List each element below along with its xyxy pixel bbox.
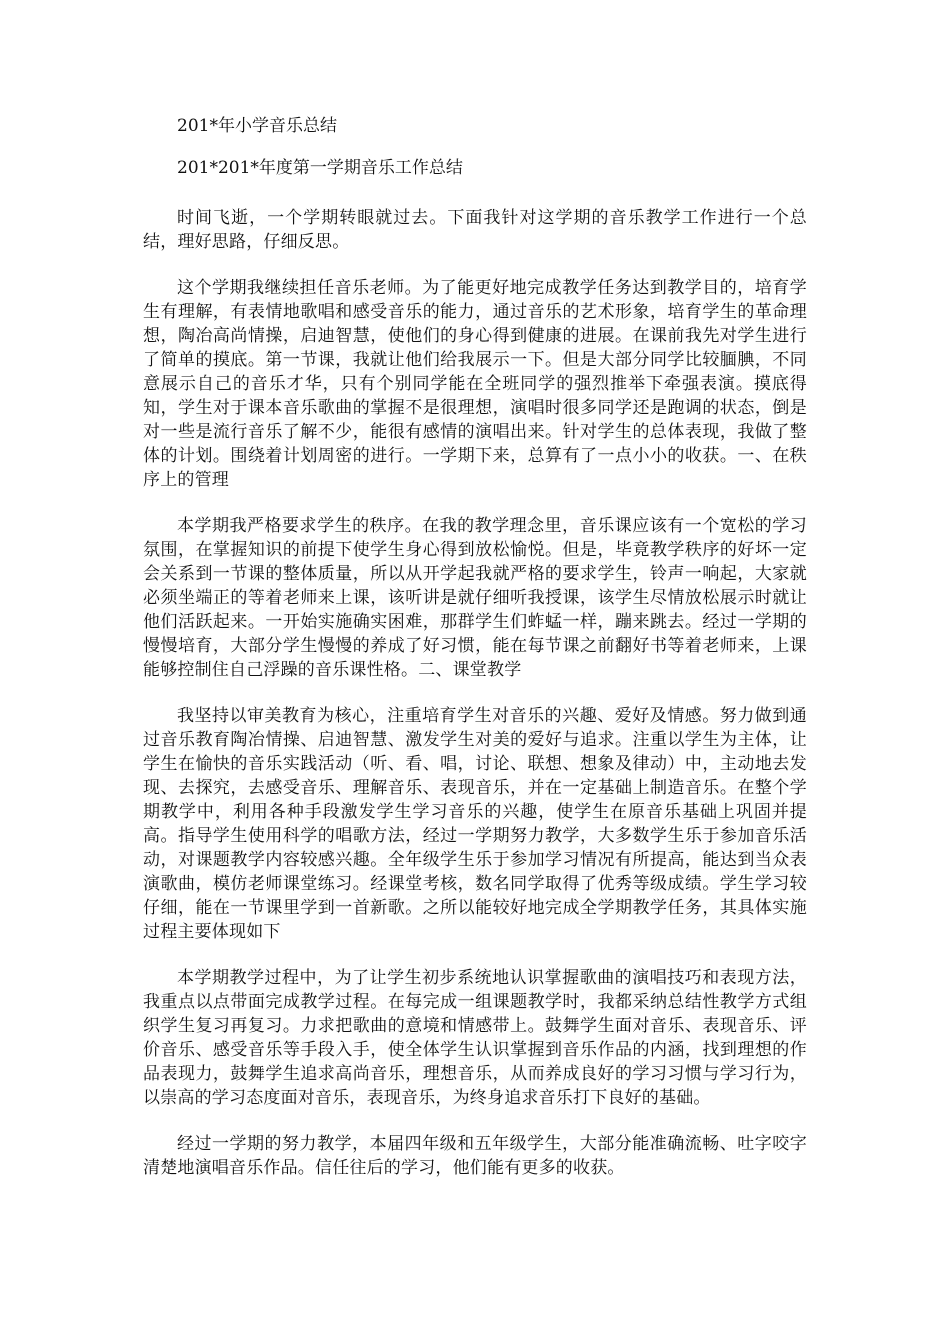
- paragraph-conclusion: 经过一学期的努力教学，本届四年级和五年级学生，大部分能准确流畅、吐字咬字清楚地演唱音乐作品。信任往后的学习，他们能有更多的收获。: [143, 1134, 807, 1178]
- paragraph-intro: 时间飞逝，一个学期转眼就过去。下面我针对这学期的音乐教学工作进行一个总结，理好思路，仔细反思。: [143, 208, 807, 252]
- paragraph-classroom-teaching: 我坚持以审美教育为核心，注重培育学生对音乐的兴趣、爱好及情感。努力做到通过音乐教育陶冶情操、启迪智慧、激发学生对美的爱好与追求。注重以学生为主体，让学生在愉快的音乐实践活动（听、看、唱，讨论、联想、想象及律动）中，主动地去发现、去探究，去感受音乐、理解音乐、表现音乐，并在一定基础上制造音乐。在整个学期教学中，利用各种手段激发学生学习音乐的兴趣，使学生在原音乐基础上巩固并提高。指导学生使用科学的唱歌方法，经过一学期努力教学，大多数学生乐于参加音乐活动，对课题教学内容较感兴趣。全年级学生乐于参加学习情况有所提高，能达到当众表演歌曲，模仿老师课堂练习。经课堂考核，数名同学取得了优秀等级成绩。学生学习较仔细，能在一节课里学到一首新歌。之所以能较好地完成全学期教学任务，其具体实施过程主要体现如下: [143, 706, 807, 942]
- document-page: [143, 112, 807, 1202]
- heading-spacer: [143, 196, 807, 206]
- paragraph-teaching-role: 这个学期我继续担任音乐老师。为了能更好地完成教学任务达到教学目的，培育学生有理解，有表情地歌唱和感受音乐的能力，通过音乐的艺术形象，培育学生的革命理想，陶冶高尚情操，启迪智慧，使他们的身心得到健康的进展。在课前我先对学生进行了简单的摸底。第一节课，我就让他们给我展示一下。但是大部分同学比较腼腆，不同意展示自己的音乐才华，只有个别同学能在全班同学的强烈推举下牵强表演。摸底得知，学生对于课本音乐歌曲的掌握不是很理想，演唱时很多同学还是跑调的状态，倒是对一些是流行音乐了解不少，能很有感情的演唱出来。针对学生的总体表现，我做了整体的计划。围绕着计划周密的进行。一学期下来，总算有了一点小小的收获。一、在秩序上的管理: [143, 278, 807, 490]
- document-title: 201*年小学音乐总结: [177, 116, 337, 136]
- document-subtitle: 201*201*年度第一学期音乐工作总结: [177, 158, 463, 178]
- paragraph-teaching-process: 本学期教学过程中，为了让学生初步系统地认识掌握歌曲的演唱技巧和表现方法，我重点以点带面完成教学过程。在每完成一组课题教学时，我都采纳总结性教学方式组织学生复习再复习。力求把歌曲的意境和情感带上。鼓舞学生面对音乐、表现音乐、评价音乐、感受音乐等手段入手，使全体学生认识掌握到音乐作品的内涵，找到理想的作品表现力，鼓舞学生追求高尚音乐，理想音乐，从而养成良好的学习习惯与学习行为，以崇高的学习态度面对音乐，表现音乐，为终身追求音乐打下良好的基础。: [143, 968, 807, 1108]
- paragraph-classroom-order: 本学期我严格要求学生的秩序。在我的教学理念里，音乐课应该有一个宽松的学习氛围，在掌握知识的前提下使学生身心得到放松愉悦。但是，毕竟教学秩序的好坏一定会关系到一节课的整体质量，所以从开学起我就严格的要求学生，铃声一响起，大家就必须坐端正的等着老师来上课，该听讲是就仔细听我授课，该学生尽情放松展示时就让他们活跃起来。一开始实施确实困难，那群学生们蚱蜢一样，蹦来跳去。经过一学期的慢慢培育，大部分学生慢慢的养成了好习惯，能在每节课之前翻好书等着老师来，上课能够控制住自己浮躁的音乐课性格。二、课堂教学: [143, 516, 807, 680]
